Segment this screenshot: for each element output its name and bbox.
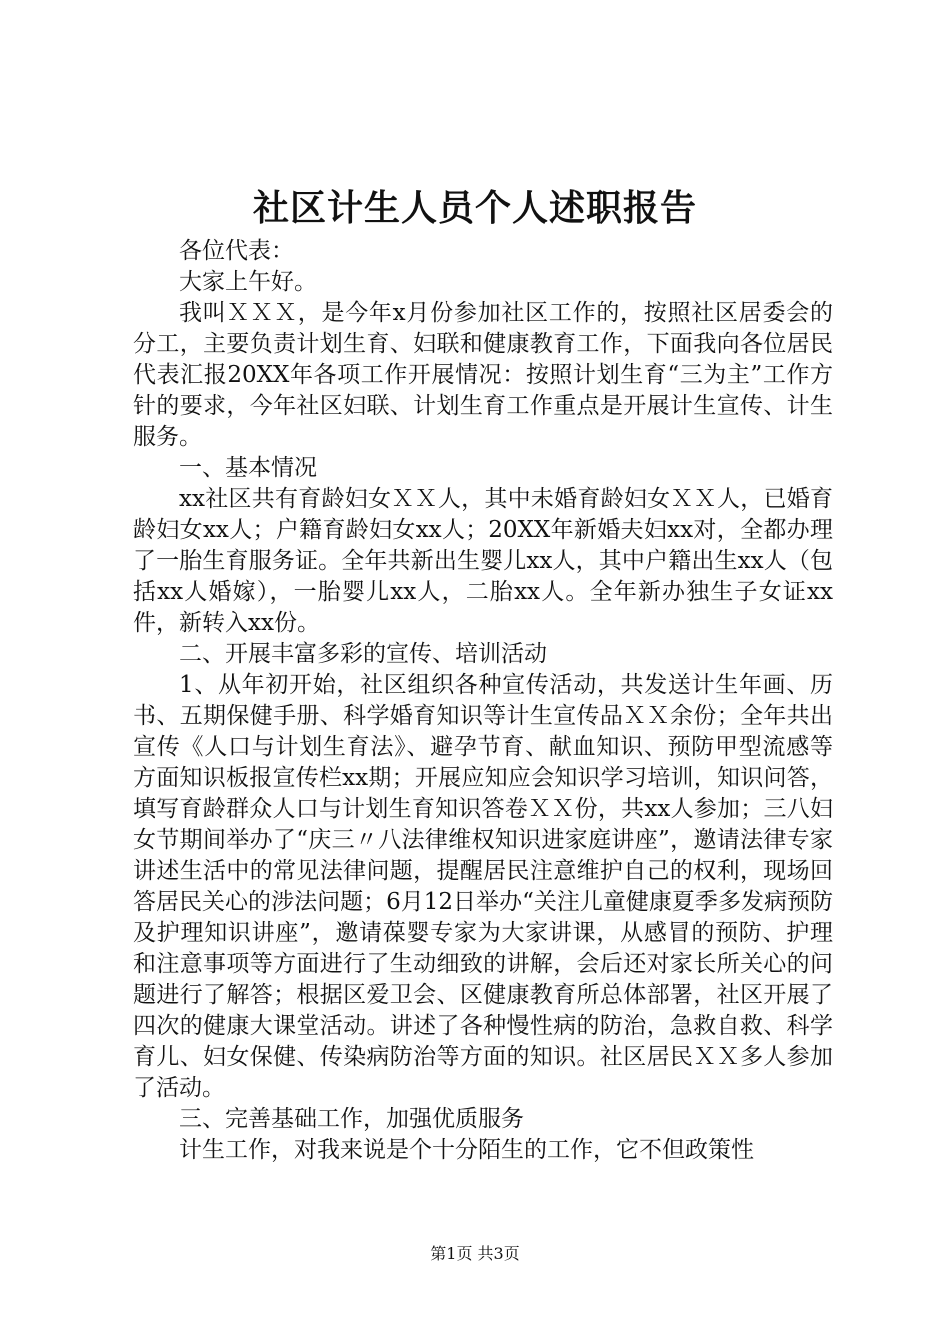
section-heading-basic-situation: 一、基本情况 <box>179 455 317 481</box>
publicity-training-paragraph: 1、从年初开始，社区组织各种宣传活动，共发送计生年画、历书、五期保健手册、科学婚育知识等计生宣传品ＸＸ余份；全年共出宣传《人口与计划生育法》、避孕节育、献血知识、预防甲型流感等方面知识板报宣传栏xx期；开展应知应会知识学习培训，知识问答，填写育龄群众人口与计划生育知识答卷ＸＸ份，共xx人参加；三八妇女节期间举办了“庆三〃八法律维权知识进家庭讲座”，邀请法律专家讲述生活中的常见法律问题，提醒居民注意维护自己的权利，现场回答居民关心的涉法问题；6月12日举办“关注儿童健康夏季多发病预防及护理知识讲座”，邀请葆婴专家为大家讲课，从感冒的预防、护理和注意事项等方面进行了生动细致的讲解，会后还对家长所关心的问题进行了解答；根据区爱卫会、区健康教育所总体部署，社区开展了四次的健康大课堂活动。讲述了各种慢性病的防治，急救自救、科学育儿、妇女保健、传染病防治等方面的知识。社区居民ＸＸ多人参加了活动。 <box>133 672 833 1101</box>
page-footer: 第1页 共3页 <box>430 1244 520 1263</box>
basic-work-paragraph: 计生工作，对我来说是个十分陌生的工作，它不但政策性 <box>179 1137 754 1163</box>
salutation: 各位代表： <box>179 238 294 264</box>
document-body <box>133 236 833 1166</box>
greeting: 大家上午好。 <box>179 269 317 295</box>
basic-situation-paragraph: xx社区共有育龄妇女ＸＸ人，其中未婚育龄妇女ＸＸ人，已婚育龄妇女xx人；户籍育龄妇女xx人；20XX年新婚夫妇xx对，全都办理了一胎生育服务证。全年共新出生婴儿xx人，其中户籍出生xx人（包括xx人婚嫁），一胎婴儿xx人，二胎xx人。全年新办独生子女证xx件，新转入xx份。 <box>133 486 833 636</box>
section-heading-publicity-training: 二、开展丰富多彩的宣传、培训活动 <box>179 641 547 667</box>
section-heading-basic-work: 三、完善基础工作，加强优质服务 <box>179 1106 524 1132</box>
document-title: 社区计生人员个人述职报告 <box>252 187 697 229</box>
intro-paragraph: 我叫ＸＸＸ，是今年x月份参加社区工作的，按照社区居委会的分工，主要负责计划生育、妇联和健康教育工作，下面我向各位居民代表汇报20XX年各项工作开展情况：按照计划生育“三为主”工作方针的要求，今年社区妇联、计划生育工作重点是开展计生宣传、计生服务。 <box>133 300 833 450</box>
